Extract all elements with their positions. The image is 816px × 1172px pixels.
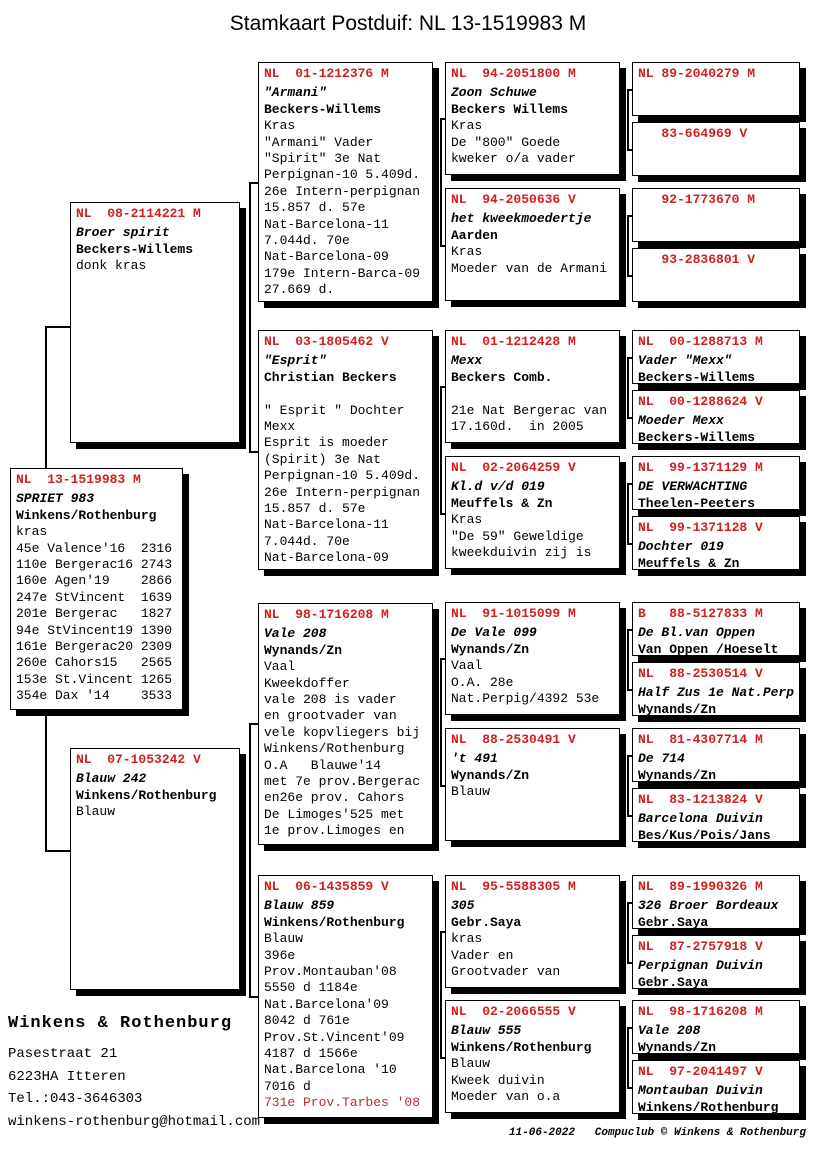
loft-name: Wynands/Zn xyxy=(638,767,717,783)
ring-number: NL 00-1288713 M xyxy=(638,334,763,349)
pedigree-line: Kras xyxy=(451,512,483,528)
pedigree-line: en grootvader van xyxy=(264,708,397,724)
connector-line xyxy=(627,755,629,817)
connector-line xyxy=(627,902,629,964)
pedigree-line: 26e Intern-perpignan xyxy=(264,183,421,199)
pedigree-line: Mexx xyxy=(264,419,296,435)
connector-line xyxy=(627,357,629,419)
pedigree-box xyxy=(445,875,620,988)
ring-number: NL 95-5588305 M xyxy=(451,879,576,894)
loft-name: Beckers-Willems xyxy=(638,369,756,385)
connector-line xyxy=(249,723,258,725)
loft-name: Beckers-Willems xyxy=(638,429,756,445)
connector-line xyxy=(627,629,629,691)
ring-number: 92-1773670 M xyxy=(638,192,756,207)
pedigree-box xyxy=(632,788,800,842)
pedigree-line: "De 59" Geweldige xyxy=(451,528,584,544)
pedigree-line: Nat.Perpig/4392 53e xyxy=(451,691,600,707)
loft-name: Gebr.Saya xyxy=(638,974,709,990)
pedigree-box xyxy=(632,62,800,116)
owner-name: Winkens & Rothenburg xyxy=(8,1014,233,1033)
ring-number: 83-664969 V xyxy=(638,126,748,141)
loft-name: Wynands/Zn xyxy=(638,701,717,717)
loft-name: Beckers Comb. xyxy=(451,369,553,385)
connector-line xyxy=(440,931,442,1059)
pedigree-line: kras xyxy=(16,524,48,540)
pedigree-line: Kweek duivin xyxy=(451,1072,545,1088)
pigeon-name: Zoon Schuwe xyxy=(451,85,537,101)
pedigree-box xyxy=(632,390,800,444)
pigeon-name: De 714 xyxy=(638,751,685,767)
pedigree-line: Perpignan-10 5.409d. xyxy=(264,167,421,183)
loft-name: Theelen-Peeters xyxy=(638,495,756,511)
owner-phone-line: Tel.:043-3646303 xyxy=(8,1091,143,1107)
ring-number: NL 91-1015099 M xyxy=(451,606,576,621)
ring-number: NL 83-1213824 V xyxy=(638,792,763,807)
pedigree-line: Nat-Barcelona-11 xyxy=(264,517,389,533)
pedigree-line: Nat.Barcelona'09 xyxy=(264,996,389,1012)
connector-line xyxy=(249,451,258,453)
pedigree-line: Esprit is moeder xyxy=(264,435,389,451)
ring-number: NL 02-2064259 V xyxy=(451,460,576,475)
pedigree-box xyxy=(445,1000,620,1113)
pedigree-line: 4187 d 1566e xyxy=(264,1046,358,1062)
ring-number: NL 88-2530514 V xyxy=(638,666,763,681)
pigeon-name: De Vale 099 xyxy=(451,625,537,641)
loft-name: Aarden xyxy=(451,227,498,243)
pedigree-box xyxy=(258,603,433,845)
pigeon-name: Blauw 859 xyxy=(264,898,335,914)
pigeon-name: Moeder Mexx xyxy=(638,413,724,429)
ring-number: 93-2836801 V xyxy=(638,252,756,267)
pigeon-name: Vale 208 xyxy=(638,1023,701,1039)
pedigree-line: 1e prov.Limoges en xyxy=(264,823,405,839)
pedigree-line: De "800" Goede xyxy=(451,134,561,150)
pedigree-box xyxy=(445,330,620,443)
pedigree-line: Blauw xyxy=(451,784,491,800)
connector-line xyxy=(440,658,442,787)
pedigree-line: Nat-Barcelona-11 xyxy=(264,216,389,232)
pedigree-box xyxy=(445,456,620,569)
ring-number: NL 98-1716208 M xyxy=(638,1004,763,1019)
ring-number: NL 94-2051800 M xyxy=(451,66,576,81)
pedigree-box xyxy=(258,875,433,1118)
pedigree-box xyxy=(445,728,620,841)
pedigree-line xyxy=(451,386,614,402)
pedigree-line: 5550 d 1184e xyxy=(264,980,358,996)
pigeon-name: De Bl.van Oppen xyxy=(638,625,756,641)
pedigree-box xyxy=(632,662,800,716)
connector-line xyxy=(627,1027,629,1089)
pedigree-line: 94e StVincent19 1390 xyxy=(16,622,173,638)
pedigree-line: 396e xyxy=(264,947,296,963)
ring-number: NL 99-1371129 M xyxy=(638,460,763,475)
pedigree-box xyxy=(445,602,620,715)
loft-name: Wynands/Zn xyxy=(451,641,530,657)
pedigree-box xyxy=(258,330,433,570)
pedigree-box xyxy=(632,248,800,302)
pedigree-line: Kras xyxy=(451,118,483,134)
loft-name: Bes/Kus/Pois/Jans xyxy=(638,827,771,843)
pigeon-name: Blauw 555 xyxy=(451,1023,522,1039)
loft-name: Gebr.Saya xyxy=(638,914,709,930)
ring-number: NL 94-2050636 V xyxy=(451,192,576,207)
pedigree-box xyxy=(632,122,800,176)
pedigree-line: Moeder van o.a xyxy=(451,1089,561,1105)
loft-name: Meuffels & Zn xyxy=(638,555,740,571)
pedigree-line: kras xyxy=(451,931,483,947)
footer-credit: 11-06-2022 Compuclub © Winkens & Rothenburg xyxy=(508,1127,806,1139)
pedigree-line: 7016 d xyxy=(264,1078,311,1094)
pigeon-name: Barcelona Duivin xyxy=(638,811,763,827)
ring-number: NL 88-2530491 V xyxy=(451,732,576,747)
pedigree-line: O.A. 28e xyxy=(451,674,514,690)
pedigree-box xyxy=(632,875,800,929)
pigeon-name: Mexx xyxy=(451,353,483,369)
loft-name: Gebr.Saya xyxy=(451,914,522,930)
owner-address-line: Pasestraat 21 xyxy=(8,1046,118,1062)
pedigree-line: kweker o/a vader xyxy=(451,151,576,167)
connector-line xyxy=(440,118,442,247)
pedigree-line: Perpignan-10 5.409d. xyxy=(264,468,421,484)
pedigree-box xyxy=(70,202,240,443)
pedigree-box xyxy=(632,1000,800,1054)
pedigree-box xyxy=(632,728,800,782)
pedigree-line: De Limoges'525 met xyxy=(264,806,405,822)
pedigree-line: Blauw xyxy=(264,931,304,947)
pedigree-line: Grootvader van xyxy=(451,964,561,980)
connector-line xyxy=(249,182,251,453)
pedigree-line: 160e Agen'19 2866 xyxy=(16,573,173,589)
pedigree-line: Prov.Montauban'08 xyxy=(264,964,397,980)
pedigree-line: kweekduivin zij is xyxy=(451,545,592,561)
pedigree-line: "Armani" Vader xyxy=(264,134,374,150)
ring-number: NL 03-1805462 V xyxy=(264,334,389,349)
pedigree-line: 161e Bergerac20 2309 xyxy=(16,639,173,655)
ring-number: B 88-5127833 M xyxy=(638,606,763,621)
pedigree-box xyxy=(10,468,183,710)
ring-number: NL 87-2757918 V xyxy=(638,939,763,954)
page-title: Stamkaart Postduif: NL 13-1519983 M xyxy=(229,12,587,35)
pedigree-line: "Spirit" 3e Nat xyxy=(264,151,382,167)
connector-line xyxy=(627,215,629,277)
pigeon-name: SPRIET 983 xyxy=(16,491,95,507)
loft-name: Winkens/Rothenburg xyxy=(451,1039,592,1055)
pedigree-box xyxy=(258,62,433,302)
connector-line xyxy=(249,182,258,184)
pedigree-line: 179e Intern-Barca-09 xyxy=(264,265,421,281)
loft-name: Beckers-Willems xyxy=(76,241,194,257)
pedigree-line: Prov.St.Vincent'09 xyxy=(264,1029,405,1045)
connector-line xyxy=(45,326,70,328)
pigeon-name: DE VERWACHTING xyxy=(638,479,748,495)
loft-name: Wynands/Zn xyxy=(638,1039,717,1055)
pedigree-box xyxy=(632,188,800,242)
ring-number: NL 81-4307714 M xyxy=(638,732,763,747)
pedigree-line: Kras xyxy=(264,118,296,134)
loft-name: Winkens/Rothenburg xyxy=(264,914,405,930)
ring-number: NL 07-1053242 V xyxy=(76,752,201,767)
pedigree-line: 15.857 d. 57e xyxy=(264,200,366,216)
pedigree-box xyxy=(632,1060,800,1114)
pigeon-name: Perpignan Duivin xyxy=(638,958,763,974)
pedigree-box xyxy=(632,456,800,510)
loft-name: Winkens/Rothenburg xyxy=(16,507,157,523)
pedigree-line: Nat-Barcelona-09 xyxy=(264,249,389,265)
pedigree-line: 27.669 d. xyxy=(264,282,335,298)
pedigree-line: Nat-Barcelona-09 xyxy=(264,550,389,566)
loft-name: Beckers Willems xyxy=(451,101,569,117)
pedigree-line: donk kras xyxy=(76,258,147,274)
pedigree-line xyxy=(264,386,427,402)
pedigree-line: 26e Intern-perpignan xyxy=(264,484,421,500)
pedigree-line: Vaal xyxy=(451,658,483,674)
pedigree-box xyxy=(632,935,800,989)
loft-name: Wynands/Zn xyxy=(264,642,343,658)
pedigree-line: 110e Bergerac16 2743 xyxy=(16,557,173,573)
pedigree-line: 17.160d. in 2005 xyxy=(451,419,584,435)
pigeon-name: Montauban Duivin xyxy=(638,1083,763,1099)
pedigree-line: vele kopvliegers bij xyxy=(264,724,421,740)
pigeon-name: "Esprit" xyxy=(264,353,327,369)
connector-line xyxy=(249,996,258,998)
pigeon-name: 't 491 xyxy=(451,751,498,767)
pedigree-line: 8042 d 761e xyxy=(264,1013,350,1029)
ring-number: NL 89-1990326 M xyxy=(638,879,763,894)
pedigree-line: Blauw xyxy=(451,1056,491,1072)
pedigree-line: Vader en xyxy=(451,947,514,963)
pigeon-name: Blauw 242 xyxy=(76,771,147,787)
loft-name: Beckers-Willems xyxy=(264,101,382,117)
pedigree-line: 260e Cahors15 2565 xyxy=(16,655,173,671)
pedigree-line: 45e Valence'16 2316 xyxy=(16,540,173,556)
loft-name: Meuffels & Zn xyxy=(451,495,553,511)
ring-number: NL 99-1371128 V xyxy=(638,520,763,535)
pedigree-line: Kras xyxy=(451,244,483,260)
pedigree-line: en26e prov. Cahors xyxy=(264,790,405,806)
pedigree-line: " Esprit " Dochter xyxy=(264,402,405,418)
ring-number: NL 00-1288624 V xyxy=(638,394,763,409)
pedigree-line: vale 208 is vader xyxy=(264,692,397,708)
pedigree-line: Blauw xyxy=(76,804,116,820)
pigeon-name: 326 Broer Bordeaux xyxy=(638,898,779,914)
pedigree-line: 731e Prov.Tarbes '08 xyxy=(264,1095,421,1111)
pigeon-name: Half Zus 1e Nat.Perp xyxy=(638,685,795,701)
owner-address-line: 6223HA Itteren xyxy=(8,1068,126,1085)
pedigree-line: Moeder van de Armani xyxy=(451,260,608,276)
pedigree-line: (Spirit) 3e Nat xyxy=(264,451,382,467)
ring-number: NL 98-1716208 M xyxy=(264,607,389,622)
pigeon-name: "Armani" xyxy=(264,85,327,101)
pedigree-line: Vaal xyxy=(264,659,296,675)
connector-line xyxy=(249,723,251,998)
pedigree-line: 201e Bergerac 1827 xyxy=(16,606,173,622)
pedigree-box xyxy=(632,516,800,570)
ring-number: NL 13-1519983 M xyxy=(16,472,141,487)
pedigree-box xyxy=(70,748,240,990)
connector-line xyxy=(627,483,629,545)
connector-line xyxy=(627,89,629,151)
pedigree-line: 15.857 d. 57e xyxy=(264,501,366,517)
pedigree-line: 354e Dax '14 3533 xyxy=(16,688,173,704)
pedigree-line: 153e St.Vincent 1265 xyxy=(16,671,173,687)
ring-number: NL 01-1212428 M xyxy=(451,334,576,349)
loft-name: Winkens/Rothenburg xyxy=(638,1099,779,1115)
ring-number: NL 01-1212376 M xyxy=(264,66,389,81)
ring-number: NL 02-2066555 V xyxy=(451,1004,576,1019)
loft-name: Wynands/Zn xyxy=(451,767,530,783)
ring-number: NL 06-1435859 V xyxy=(264,879,389,894)
loft-name: Van Oppen /Hoeselt xyxy=(638,641,779,657)
pigeon-name: Dochter 019 xyxy=(638,539,724,555)
pedigree-box xyxy=(445,188,620,301)
pigeon-name: Broer spirit xyxy=(76,225,170,241)
pigeon-name: Kl.d v/d 019 xyxy=(451,479,545,495)
pigeon-name: 305 xyxy=(451,898,475,914)
owner-block xyxy=(8,1014,260,1133)
pigeon-name: Vale 208 xyxy=(264,626,327,642)
pedigree-line: 7.044d. 70e xyxy=(264,233,350,249)
ring-number: NL 08-2114221 M xyxy=(76,206,201,221)
pedigree-line: met 7e prov.Bergerac xyxy=(264,774,421,790)
pedigree-line: 247e StVincent 1639 xyxy=(16,589,173,605)
pedigree-line: Kweekdoffer xyxy=(264,675,350,691)
pedigree-line: Winkens/Rothenburg xyxy=(264,741,405,757)
connector-line xyxy=(440,386,442,515)
pedigree-box xyxy=(632,330,800,384)
pedigree-box xyxy=(632,602,800,656)
loft-name: Christian Beckers xyxy=(264,369,397,385)
pedigree-line: 7.044d. 70e xyxy=(264,533,350,549)
connector-line xyxy=(45,850,70,852)
pigeon-name: Vader "Mexx" xyxy=(638,353,732,369)
ring-number: NL 89-2040279 M xyxy=(638,66,756,81)
ring-number: NL 97-2041497 V xyxy=(638,1064,763,1079)
pedigree-line: 21e Nat Bergerac van xyxy=(451,402,608,418)
pedigree-line: O.A Blauwe'14 xyxy=(264,757,382,773)
pedigree-line: Nat.Barcelona '10 xyxy=(264,1062,397,1078)
loft-name: Winkens/Rothenburg xyxy=(76,787,217,803)
owner-email-line: winkens-rothenburg@hotmail.com xyxy=(8,1113,261,1130)
pigeon-name: het kweekmoedertje xyxy=(451,211,592,227)
pedigree-box xyxy=(445,62,620,175)
